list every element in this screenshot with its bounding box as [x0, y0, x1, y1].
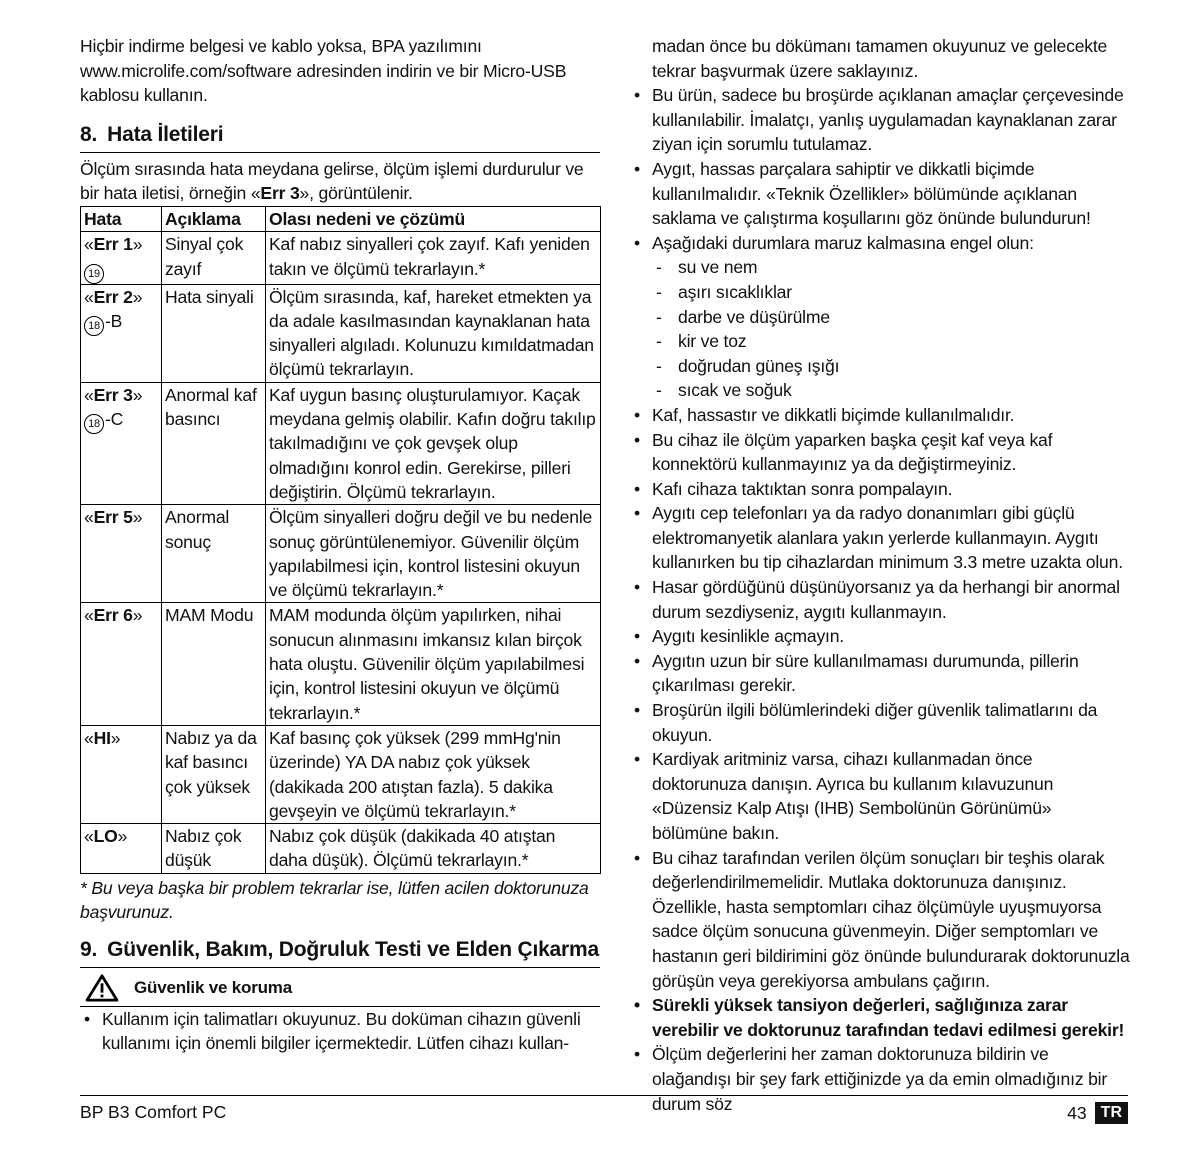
- list-item-text: Aşağıdaki durumlara maruz kalmasına engel olun:: [652, 232, 1034, 253]
- error-code: Err 5: [93, 507, 133, 528]
- list-item: • Broşürün ilgili bölümlerindeki diğer güvenlik talimatlarını da okuyun.: [630, 698, 1130, 747]
- table-row: [81, 725, 601, 823]
- error-code-cell: [81, 284, 162, 382]
- guillemet: «: [84, 507, 94, 528]
- list-item: • Aygıtın uzun bir süre kullanılmaması durumunda, pillerin çıkarılması gerekir.: [630, 649, 1130, 698]
- error-solution: Kaf basınç çok yüksek (299 mmHg'nin üzerinde) YA DA nabız çok yüksek (dakikada 200 atıştan fazla). 5 dakika gevşeyin ve ölçümü tekrarlayın.*: [266, 725, 601, 823]
- error-code-cell: [81, 232, 162, 284]
- dash-item: - sıcak ve soğuk: [652, 378, 1130, 403]
- guillemet: «: [84, 727, 94, 748]
- list-item: • Aygıt, hassas parçalara sahiptir ve dikkatli biçimde kullanılmalıdır. «Teknik Özellikler» bölümünde açıklanan saklama ve çalıştırma koşullarını göz önünde bulundurun!: [630, 157, 1130, 231]
- error-code-example: Err 3: [260, 183, 300, 204]
- error-table: [80, 206, 601, 874]
- error-description: Hata sinyali: [162, 284, 266, 382]
- guillemet: »: [132, 384, 143, 405]
- guillemet: »: [132, 286, 143, 307]
- right-column: [630, 34, 1130, 1116]
- error-solution: Kaf nabız sinyalleri çok zayıf. Kafı yeniden takın ve ölçümü tekrarlayın.*: [266, 232, 601, 284]
- exposure-list: [652, 255, 1130, 403]
- error-description: Nabız çok düşük: [162, 824, 266, 874]
- guillemet: «: [84, 384, 94, 405]
- footer-page-info: [1067, 1102, 1128, 1124]
- safety-subheading: [80, 974, 600, 1007]
- table-row: [81, 284, 601, 382]
- guillemet: «: [84, 234, 94, 255]
- error-code-cell: [81, 505, 162, 603]
- dash-item: - kir ve toz: [652, 329, 1130, 354]
- section-8-paragraph: [80, 157, 600, 206]
- header-cause-solution: Olası nedeni ve çözümü: [266, 206, 601, 231]
- guillemet: »: [132, 234, 143, 255]
- error-solution: MAM modunda ölçüm yapılırken, nihai sonucun alınmasını imkansız kılan birçok hata oluştu. Güvenilir ölçüm yapılabilmesi için, kontrol listesini okuyun ve ölçümü tekrarlayın.*: [266, 603, 601, 725]
- subheading-title: Güvenlik ve koruma: [134, 977, 292, 997]
- list-item: • Sürekli yüksek tansiyon değerleri, sağlığınıza zarar verebilir ve doktorunuz tarafından tedavi edilmesi gerekir!: [630, 993, 1130, 1042]
- error-solution: Nabız çok düşük (dakikada 40 atıştan daha düşük). Ölçümü tekrarlayın.*: [266, 824, 601, 874]
- error-code: Err 3: [93, 384, 133, 405]
- error-description: Sinyal çok zayıf: [162, 232, 266, 284]
- warning-triangle-icon: [84, 974, 120, 1002]
- error-description: Anormal sonuç: [162, 505, 266, 603]
- guillemet: »: [132, 507, 143, 528]
- table-body: [81, 232, 601, 873]
- list-item: • Bu ürün, sadece bu broşürde açıklanan amaçlar çerçevesinde kullanılabilir. İmalatçı, yanlış uygulamadan kaynaklanan zarar ziyan için sorumlu tutulamaz.: [630, 83, 1130, 157]
- dash-item: - su ve nem: [652, 255, 1130, 280]
- footer-model: BP B3 Comfort PC: [80, 1102, 227, 1122]
- error-code-cell: [81, 603, 162, 725]
- para-text: », görüntülenir.: [299, 183, 413, 204]
- table-row: [81, 232, 601, 284]
- list-item: • Bu cihaz ile ölçüm yaparken başka çeşit kaf veya kaf konnektörü kullanmayınız ya da değiştirmeyiniz.: [630, 428, 1130, 477]
- header-description: Açıklama: [162, 206, 266, 231]
- error-code: Err 1: [93, 234, 133, 255]
- para-text: Ölçüm sırasında hata meydana gelirse, ölçüm işlemi durdurulur ve bir hata iletisi, örneğin «: [80, 158, 584, 204]
- guillemet: «: [84, 826, 94, 847]
- error-code: Err 2: [93, 286, 133, 307]
- error-solution: Kaf uygun basınç oluşturulamıyor. Kaçak meydana gelmiş olabilir. Kafın doğru takılıp takılmadığını ve çok gevşek olup olmadığını konrol edin. Gerekirse, pilleri değiştirin. Ölçümü tekrarlayın.: [266, 382, 601, 504]
- dash-item: - darbe ve düşürülme: [652, 305, 1130, 330]
- error-description: Nabız ya da kaf basıncı çok yüksek: [162, 725, 266, 823]
- table-row: [81, 382, 601, 504]
- figure-ref-icon: 19: [84, 264, 104, 284]
- error-code: Err 6: [93, 605, 133, 626]
- safety-list-left: [80, 1007, 600, 1056]
- list-item: • Kaf, hassastır ve dikkatli biçimde kullanılmalıdır.: [630, 403, 1130, 428]
- section-title: Güvenlik, Bakım, Doğruluk Testi ve Elden Çıkarma: [107, 937, 599, 961]
- footer-divider: [80, 1095, 1128, 1096]
- guillemet: «: [84, 605, 94, 626]
- list-item: • Kafı cihaza taktıktan sonra pompalayın.: [630, 477, 1130, 502]
- list-item: [630, 231, 1130, 403]
- list-item: • Hasar gördüğünü düşünüyorsanız ya da herhangi bir anormal durum sezdiyseniz, aygıtı kullanmayın.: [630, 575, 1130, 624]
- error-code-cell: [81, 382, 162, 504]
- page-number: 43: [1067, 1102, 1087, 1123]
- list-item: • Kullanım için talimatları okuyunuz. Bu doküman cihazın güvenli kullanımı için önemli bilgiler içermektedir. Lütfen cihazı kullan-: [80, 1007, 600, 1056]
- header-error: Hata: [81, 206, 162, 231]
- figure-ref-icon: 18: [84, 414, 104, 434]
- error-code-cell: [81, 725, 162, 823]
- left-column: [80, 34, 600, 1056]
- dash-item: - doğrudan güneş ışığı: [652, 354, 1130, 379]
- table-row: [81, 603, 601, 725]
- intro-paragraph: Hiçbir indirme belgesi ve kablo yoksa, BPA yazılımını www.microlife.com/software adresinden indirin ve bir Micro-USB kablosu kullanın.: [80, 36, 567, 106]
- section-9-heading: [80, 937, 600, 968]
- safety-list-right: [630, 83, 1130, 1116]
- section-number: 8.: [80, 122, 98, 146]
- error-description: MAM Modu: [162, 603, 266, 725]
- guillemet: «: [84, 286, 94, 307]
- figure-ref-suffix: -C: [105, 409, 124, 430]
- section-number: 9.: [80, 937, 98, 961]
- list-item: • Aygıtı kesinlikle açmayın.: [630, 624, 1130, 649]
- error-code: LO: [93, 826, 118, 847]
- list-item: • Aygıtı cep telefonları ya da radyo donanımları gibi güçlü elektromanyetik alanlara yakın yerlerde kullanmayın. Aygıtı kullanırken bu tip cihazlardan minimum 3.3 metre uzakta olun.: [630, 501, 1130, 575]
- error-code: HI: [93, 727, 111, 748]
- error-solution: Ölçüm sırasında, kaf, hareket etmekten ya da adale kasılmasından kaynaklanan hata sinyalleri algıladı. Kolunuzu kımıldatmadan ölçümü tekrarlayın.: [266, 284, 601, 382]
- language-badge: TR: [1095, 1102, 1128, 1124]
- list-item: • Ölçüm değerlerini her zaman doktorunuza bildirin ve olağandışı bir şey fark ettiğinizde ya da emin olmadığınız bir durum söz: [630, 1042, 1130, 1116]
- continuation-text: madan önce bu dökümanı tamamen okuyunuz ve gelecekte tekrar başvurmak üzere saklayınız.: [652, 36, 1108, 81]
- error-description: Anormal kaf basıncı: [162, 382, 266, 504]
- list-item: • Kardiyak aritminiz varsa, cihazı kullanmadan önce doktorunuza danışın. Ayrıca bu kullanım kılavuzunun «Düzensiz Kalp Atışı (IHB) Sembolünün Görünümü» bölümüne bakın.: [630, 747, 1130, 845]
- guillemet: »: [117, 826, 128, 847]
- table-row: [81, 505, 601, 603]
- list-item: • Bu cihaz tarafından verilen ölçüm sonuçları bir teşhis olarak değerlendirilmemelidir. Mutlaka doktorunuza danışınız. Özellikle, hasta semptomları cihaz ölçümüyle uyuşmuyorsa sadce ölçüm sonucuna güvenmeyin. Diğer semptomları ve hastanın geri bildirimini göz önünde bulundurarak doktorunuzla görüşün veya gerekiyorsa ambulans çağırın.: [630, 846, 1130, 994]
- dash-item: - aşırı sıcaklıklar: [652, 280, 1130, 305]
- guillemet: »: [110, 727, 121, 748]
- figure-ref-suffix: -B: [105, 310, 123, 331]
- footnote: * Bu veya başka bir problem tekrarlar ise, lütfen acilen doktorunuza başvurunuz.: [80, 877, 589, 923]
- table-header-row: [81, 206, 601, 231]
- error-solution: Ölçüm sinyalleri doğru değil ve bu nedenle sonuç görüntülenemiyor. Güvenilir ölçüm yapılabilmesi için, kontrol listesini okuyun ve ölçümü tekrarlayın.*: [266, 505, 601, 603]
- section-title: Hata İletileri: [107, 122, 224, 146]
- figure-ref-icon: 18: [84, 316, 104, 336]
- guillemet: »: [132, 605, 143, 626]
- section-8-heading: [80, 122, 600, 153]
- error-code-cell: [81, 824, 162, 874]
- table-row: [81, 824, 601, 874]
